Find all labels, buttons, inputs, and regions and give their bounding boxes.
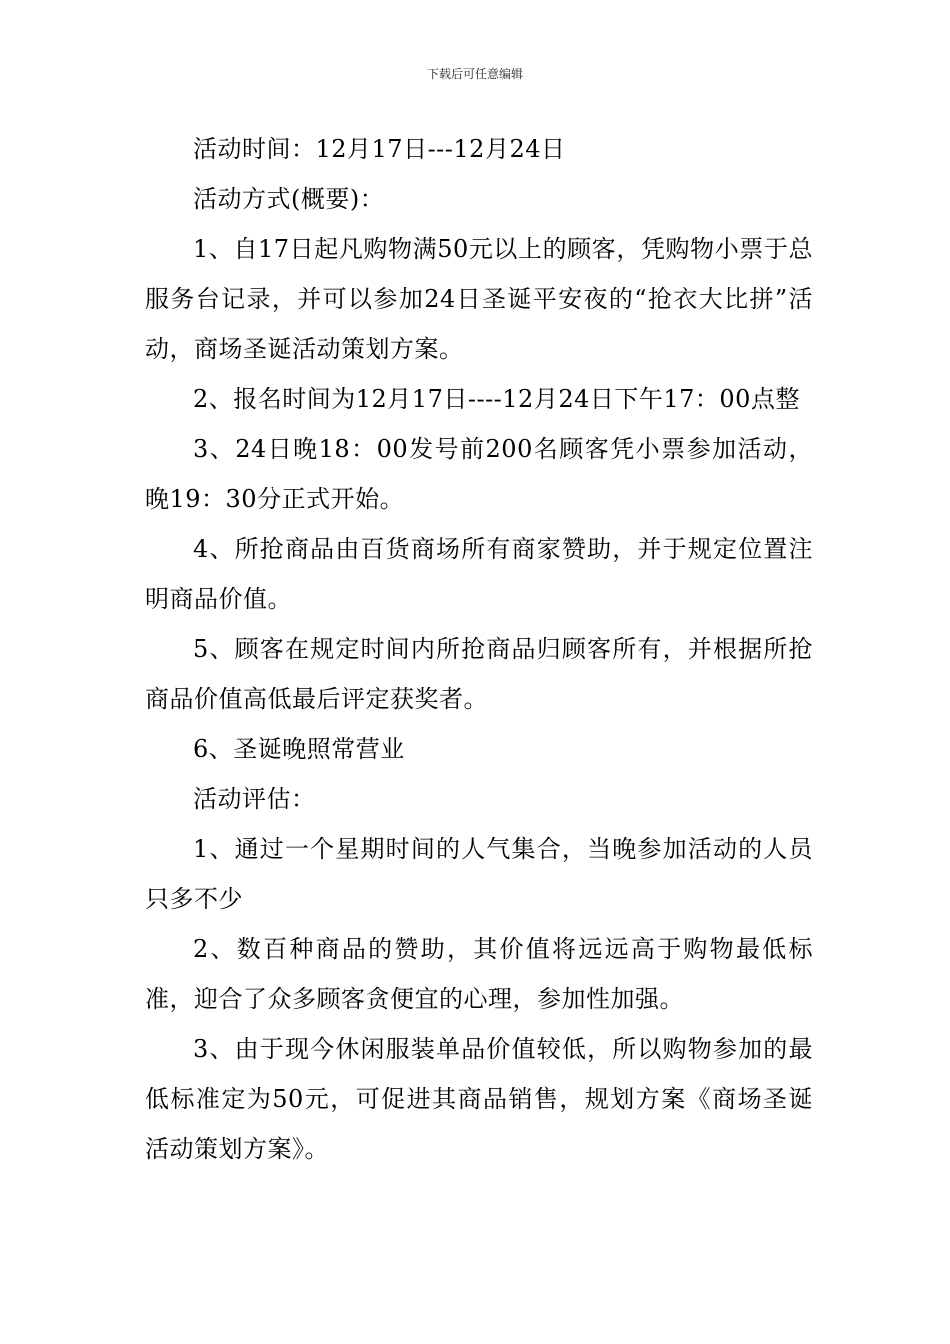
method-item-2: 2、报名时间为12月17日----12月24日下午17：00点整 <box>193 385 800 413</box>
evaluation-item-2: 2、数百种商品的赞助，其价值将远远高于购物最低标准，迎合了众多顾客贪便宜的心理，参加性加强。 <box>145 935 813 1013</box>
method-item-4: 4、所抢商品由百货商场所有商家赞助，并于规定位置注明商品价值。 <box>145 535 813 613</box>
activity-time-paragraph: 活动时间：12月17日---12月24日 <box>193 135 566 163</box>
document-body <box>145 124 813 1174</box>
method-item-1: 1、自17日起凡购物满50元以上的顾客，凭购物小票于总服务台记录，并可以参加24日圣诞平安夜的“抢衣大比拼”活动，商场圣诞活动策划方案。 <box>145 235 813 363</box>
method-item-5: 5、顾客在规定时间内所抢商品归顾客所有，并根据所抢商品价值高低最后评定获奖者。 <box>145 635 813 713</box>
method-item-3: 3、24日晚18：00发号前200名顾客凭小票参加活动，晚19：30分正式开始。 <box>145 435 813 513</box>
evaluation-item-3: 3、由于现今休闲服装单品价值较低，所以购物参加的最低标准定为50元，可促进其商品销售，规划方案《商场圣诞活动策划方案》。 <box>145 1035 813 1163</box>
activity-method-heading: 活动方式(概要)： <box>193 185 385 213</box>
evaluation-heading: 活动评估： <box>193 785 316 813</box>
evaluation-item-1: 1、通过一个星期时间的人气集合，当晚参加活动的人员只多不少 <box>145 835 813 913</box>
method-item-6: 6、圣诞晚照常营业 <box>193 735 405 763</box>
page-header-note: 下载后可任意编辑 <box>426 67 523 81</box>
